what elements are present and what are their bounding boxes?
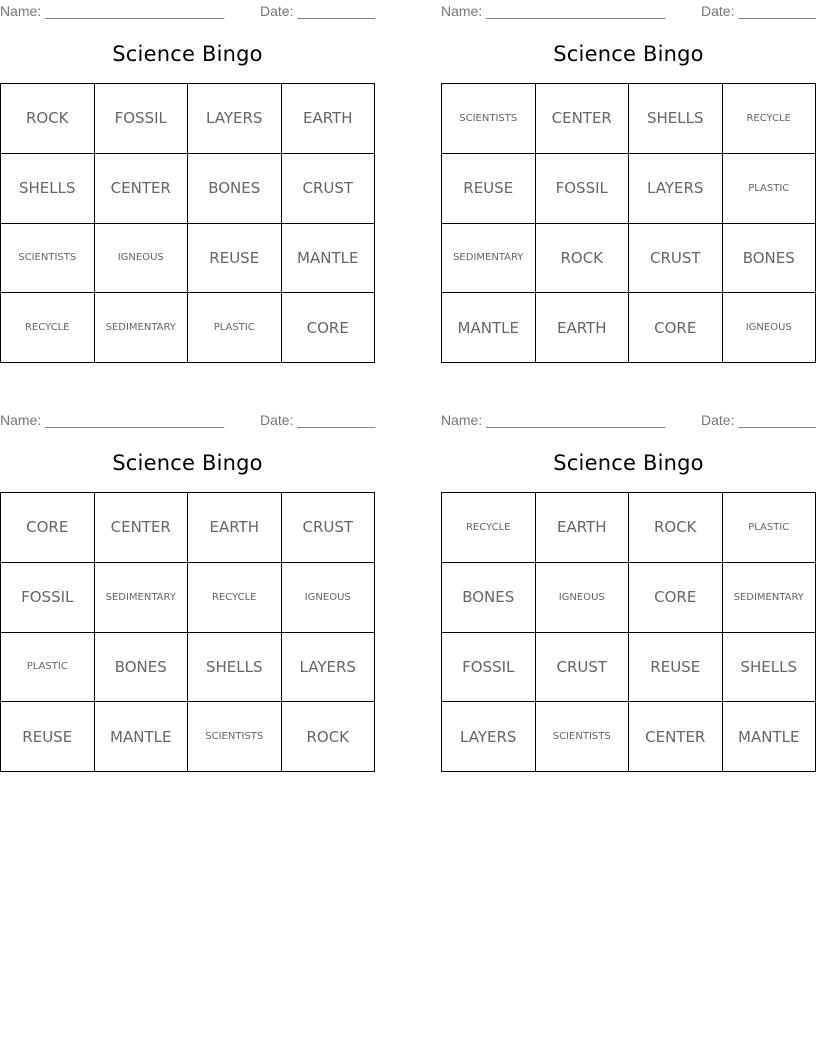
bingo-cell: CRUST	[282, 493, 376, 563]
bingo-cell: CORE	[629, 563, 723, 633]
bingo-cell: FOSSIL	[536, 154, 630, 224]
bingo-cell: PLASTIC	[1, 633, 95, 703]
bingo-cell: SEDIMENTARY	[95, 293, 189, 363]
bingo-cell: CRUST	[536, 633, 630, 703]
bingo-cell: SCIENTISTS	[188, 702, 282, 772]
bingo-cell: CORE	[629, 293, 723, 363]
date-field-label: Date: __________	[701, 412, 816, 428]
bingo-cell: RECYCLE	[723, 84, 816, 154]
bingo-cell: BONES	[188, 154, 282, 224]
card-title: Science Bingo	[112, 451, 263, 475]
bingo-cell: REUSE	[188, 224, 282, 294]
name-field-label: Name: _______________________	[441, 3, 666, 19]
bingo-grid	[0, 492, 375, 772]
bingo-cell: RECYCLE	[1, 293, 95, 363]
card-header	[441, 409, 816, 429]
bingo-cell: CENTER	[95, 154, 189, 224]
bingo-cell: LAYERS	[282, 633, 376, 703]
bingo-cell: BONES	[723, 224, 816, 294]
bingo-cell: LAYERS	[188, 84, 282, 154]
bingo-cell: SEDIMENTARY	[442, 224, 536, 294]
bingo-cell: IGNEOUS	[723, 293, 816, 363]
bingo-cell: REUSE	[1, 702, 95, 772]
card-title: Science Bingo	[553, 42, 704, 66]
bingo-cell: LAYERS	[442, 702, 536, 772]
bingo-cell: BONES	[442, 563, 536, 633]
bingo-cell: REUSE	[629, 633, 723, 703]
bingo-cell: ROCK	[282, 702, 376, 772]
bingo-cell: CENTER	[629, 702, 723, 772]
bingo-cell: MANTLE	[282, 224, 376, 294]
bingo-grid	[0, 83, 375, 363]
bingo-cell: CORE	[1, 493, 95, 563]
bingo-cell: SCIENTISTS	[1, 224, 95, 294]
name-field-label: Name: _______________________	[0, 412, 225, 428]
card-title: Science Bingo	[553, 451, 704, 475]
bingo-cell: BONES	[95, 633, 189, 703]
bingo-cell: SHELLS	[1, 154, 95, 224]
bingo-grid	[441, 83, 816, 363]
bingo-cell: SEDIMENTARY	[95, 563, 189, 633]
bingo-cell: CRUST	[629, 224, 723, 294]
bingo-cell: EARTH	[188, 493, 282, 563]
bingo-cell: PLASTIC	[723, 493, 816, 563]
bingo-cell: SCIENTISTS	[442, 84, 536, 154]
bingo-cell: MANTLE	[442, 293, 536, 363]
bingo-cell: RECYCLE	[188, 563, 282, 633]
date-field-label: Date: __________	[701, 3, 816, 19]
bingo-cell: REUSE	[442, 154, 536, 224]
bingo-cell: EARTH	[536, 493, 630, 563]
name-field-label: Name: _______________________	[441, 412, 666, 428]
bingo-cell: SCIENTISTS	[536, 702, 630, 772]
bingo-cell: FOSSIL	[1, 563, 95, 633]
bingo-cell: FOSSIL	[95, 84, 189, 154]
bingo-cell: IGNEOUS	[536, 563, 630, 633]
bingo-cell: ROCK	[1, 84, 95, 154]
date-field-label: Date: __________	[260, 3, 376, 19]
bingo-cell: EARTH	[536, 293, 630, 363]
bingo-cell: PLASTIC	[723, 154, 816, 224]
card-header	[441, 0, 816, 20]
bingo-cell: CRUST	[282, 154, 376, 224]
bingo-cell: SHELLS	[629, 84, 723, 154]
date-field-label: Date: __________	[260, 412, 376, 428]
card-header	[0, 0, 375, 20]
bingo-cell: FOSSIL	[442, 633, 536, 703]
bingo-cell: IGNEOUS	[95, 224, 189, 294]
bingo-cell: MANTLE	[95, 702, 189, 772]
bingo-cell: PLASTIC	[188, 293, 282, 363]
bingo-grid	[441, 492, 816, 772]
bingo-cell: MANTLE	[723, 702, 816, 772]
bingo-cell: EARTH	[282, 84, 376, 154]
name-field-label: Name: _______________________	[0, 3, 225, 19]
card-header	[0, 409, 375, 429]
bingo-cell: SEDIMENTARY	[723, 563, 816, 633]
bingo-cell: IGNEOUS	[282, 563, 376, 633]
bingo-cell: CENTER	[536, 84, 630, 154]
bingo-cell: SHELLS	[723, 633, 816, 703]
bingo-cell: RECYCLE	[442, 493, 536, 563]
bingo-cell: ROCK	[536, 224, 630, 294]
card-title: Science Bingo	[112, 42, 263, 66]
bingo-cell: LAYERS	[629, 154, 723, 224]
bingo-cell: SHELLS	[188, 633, 282, 703]
bingo-cell: ROCK	[629, 493, 723, 563]
bingo-cell: CENTER	[95, 493, 189, 563]
bingo-cell: CORE	[282, 293, 376, 363]
